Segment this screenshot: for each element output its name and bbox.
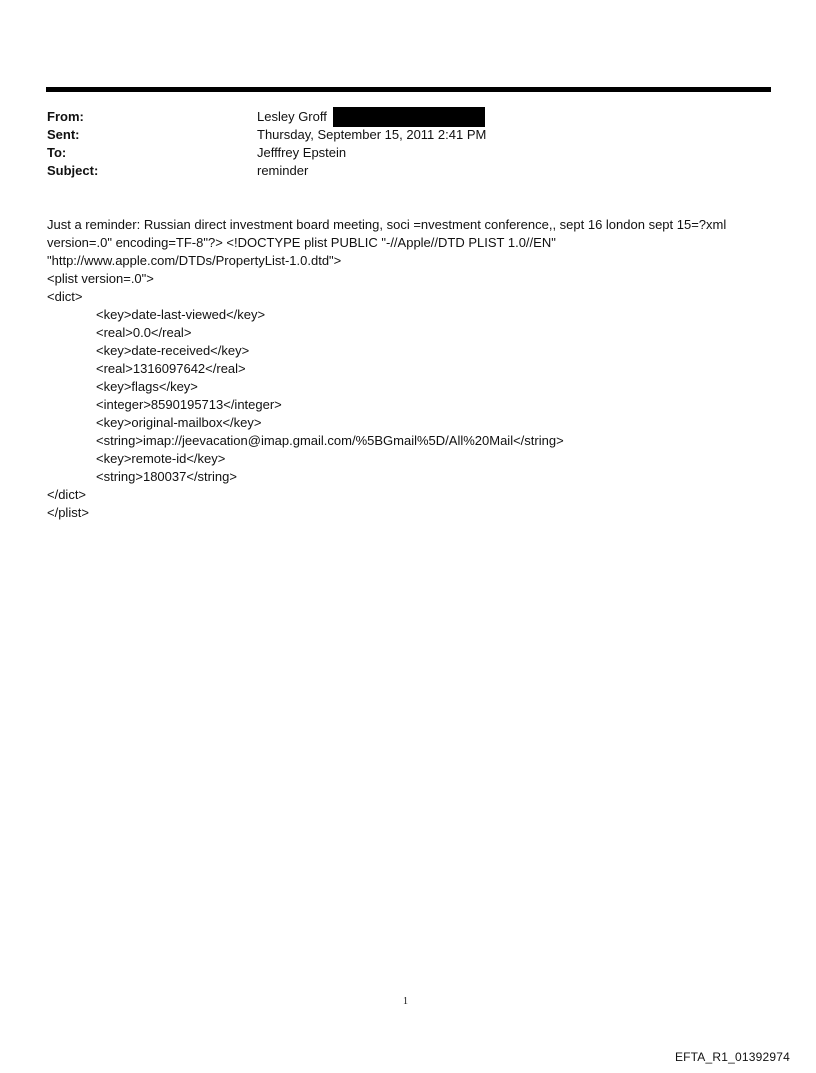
email-body <box>47 216 767 522</box>
to-label: To: <box>47 145 67 160</box>
body-line: <dict> <box>47 289 83 304</box>
to-value: Jefffrey Epstein <box>257 145 347 160</box>
body-line: <integer>8590195713</integer> <box>96 397 282 412</box>
sent-value: Thursday, September 15, 2011 2:41 PM <box>257 127 487 142</box>
email-header <box>47 108 747 180</box>
body-line: <key>original-mailbox</key> <box>96 415 262 430</box>
subject-row <box>47 162 747 180</box>
page-number: 1 <box>403 996 408 1007</box>
body-line: <key>date-received</key> <box>96 343 250 358</box>
body-line: <key>flags</key> <box>96 379 198 394</box>
body-line: <string>imap://jeevacation@imap.gmail.com/%5BGmail%5D/All%20Mail</string> <box>96 433 564 448</box>
subject-value: reminder <box>257 163 309 178</box>
body-line: <key>remote-id</key> <box>96 451 226 466</box>
from-value-wrap <box>257 107 485 127</box>
header-rule <box>46 87 771 92</box>
body-line: <real>1316097642</real> <box>96 361 246 376</box>
body-line: <string>180037</string> <box>96 469 237 484</box>
body-line: <plist version=.0"> <box>47 271 154 286</box>
body-line: <key>date-last-viewed</key> <box>96 307 266 322</box>
body-line: version=.0" encoding=TF-8"?> <!DOCTYPE plist PUBLIC "-//Apple//DTD PLIST 1.0//EN" <box>47 235 556 250</box>
sent-label: Sent: <box>47 127 80 142</box>
subject-label: Subject: <box>47 163 99 178</box>
from-row <box>47 108 747 126</box>
redaction-block <box>333 107 485 127</box>
body-line: Just a reminder: Russian direct investment board meeting, soci =nvestment conference,, sept 16 london sept 15=?xml <box>47 217 727 232</box>
body-line: "http://www.apple.com/DTDs/PropertyList-1.0.dtd"> <box>47 253 342 268</box>
body-line: </plist> <box>47 505 89 520</box>
from-value: Lesley Groff <box>257 109 327 124</box>
body-line: </dict> <box>47 487 87 502</box>
body-line: <real>0.0</real> <box>96 325 192 340</box>
to-row <box>47 144 747 162</box>
sent-row <box>47 126 747 144</box>
from-label: From: <box>47 109 84 124</box>
document-id: EFTA_R1_01392974 <box>674 1050 790 1064</box>
